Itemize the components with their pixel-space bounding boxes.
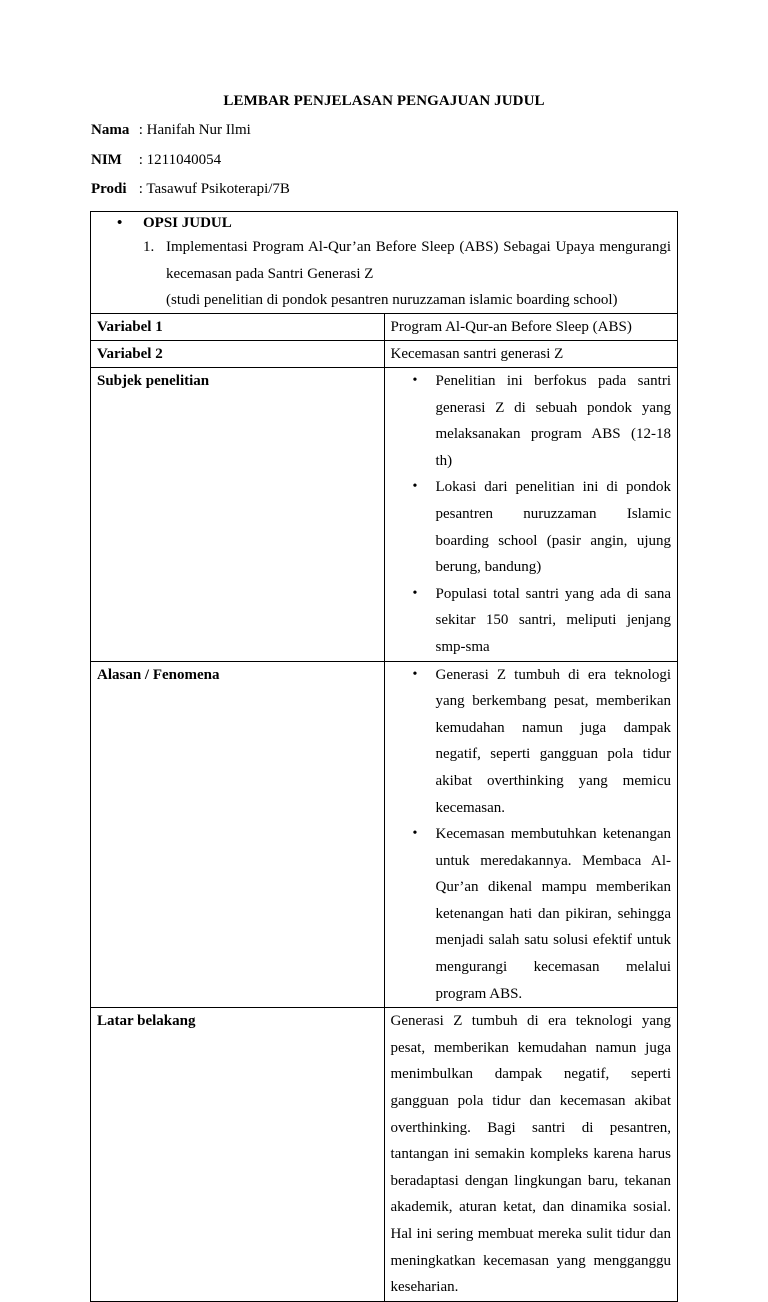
list-item	[391, 474, 672, 580]
list-item-text: Penelitian ini berfokus pada santri generasi Z di sebuah pondok yang melaksanakan program ABS (12-18 th)	[435, 373, 671, 469]
opsi-item-text: Implementasi Program Al-Qur’an Before Sleep (ABS) Sebagai Upaya mengurangi kecemasan pada Santri Generasi Z	[166, 239, 671, 282]
info-prodi	[91, 181, 290, 198]
subjek-row	[91, 368, 678, 662]
variabel2-value: Kecemasan santri generasi Z	[384, 341, 678, 368]
variabel1-value: Program Al-Qur-an Before Sleep (ABS)	[384, 314, 678, 341]
variabel2-label: Variabel 2	[91, 341, 385, 368]
nim-label: NIM	[91, 152, 122, 168]
latar-text: Generasi Z tumbuh di era teknologi yang pesat, memberikan kemudahan namun juga menimbulkan dampak negatif, seperti gangguan pola tidur dan kecemasan akibat overthinking. Bagi santri di pesantren, tantangan ini semakin kompleks karena harus beradaptasi dengan lingkungan baru, tekanan akademik, aturan ketat, dan dinamika sosial. Hal ini sering membuat mereka sulit tidur dan meningkatkan kecemasan yang mengganggu keseharian.	[384, 1008, 678, 1302]
subjek-content	[384, 368, 678, 662]
bullet-icon: •	[412, 826, 418, 842]
nama-value: : Hanifah Nur Ilmi	[138, 122, 251, 138]
alasan-list	[391, 662, 672, 1008]
page-title: LEMBAR PENJELASAN PENGAJUAN JUDUL	[223, 93, 545, 109]
latar-label: Latar belakang	[91, 1008, 385, 1302]
list-item	[391, 662, 672, 822]
variabel2-row	[91, 341, 678, 368]
list-item-text: Populasi total santri yang ada di sana sekitar 150 santri, meliputi jenjang smp-sma	[435, 585, 671, 655]
list-item	[391, 581, 672, 661]
list-item	[391, 821, 672, 1007]
bullet-icon: •	[412, 666, 418, 682]
list-item	[391, 368, 672, 474]
list-item-text: Kecemasan membutuhkan ketenangan untuk meredakannya. Membaca Al-Qur’an dikenal mampu memberikan ketenangan hati dan pikiran, sehingga menjadi salah satu solusi efektif untuk mengurangi kecemasan melalui program ABS.	[435, 826, 671, 1002]
list-item-text: Generasi Z tumbuh di era teknologi yang berkembang pesat, memberikan kemudahan namun juga dampak negatif, seperti gangguan pola tidur akibat overthinking yang memicu kecemasan.	[435, 666, 671, 816]
opsi-heading-text: OPSI JUDUL	[143, 215, 232, 231]
bullet-icon: •	[412, 479, 418, 495]
variabel1-label: Variabel 1	[91, 314, 385, 341]
opsi-cell	[91, 212, 678, 314]
alasan-row	[91, 661, 678, 1008]
info-nim	[91, 152, 221, 169]
prodi-label: Prodi	[91, 181, 127, 197]
opsi-row	[91, 212, 678, 314]
proposal-table	[90, 211, 678, 1302]
list-item-text: Lokasi dari penelitian ini di pondok pesantren nuruzzaman Islamic boarding school (pasir angin, ujung berung, bandung)	[435, 479, 671, 576]
variabel1-row	[91, 314, 678, 341]
nim-value: : 1211040054	[138, 152, 222, 168]
alasan-content	[384, 661, 678, 1008]
nama-label: Nama	[91, 122, 130, 138]
bullet-icon: •	[117, 215, 123, 231]
bullet-icon: •	[412, 373, 418, 388]
bullet-icon: •	[412, 585, 418, 601]
opsi-item-number: 1.	[143, 239, 155, 255]
latar-row	[91, 1008, 678, 1302]
subjek-label: Subjek penelitian	[91, 368, 385, 662]
opsi-item-note: (studi penelitian di pondok pesantren nuruzzaman islamic boarding school)	[166, 292, 618, 308]
alasan-label: Alasan / Fenomena	[91, 661, 385, 1008]
subjek-list	[391, 368, 672, 661]
prodi-value: : Tasawuf Psikoterapi/7B	[138, 181, 290, 197]
info-nama	[91, 122, 251, 139]
opsi-item	[91, 234, 671, 287]
opsi-heading	[117, 212, 671, 234]
